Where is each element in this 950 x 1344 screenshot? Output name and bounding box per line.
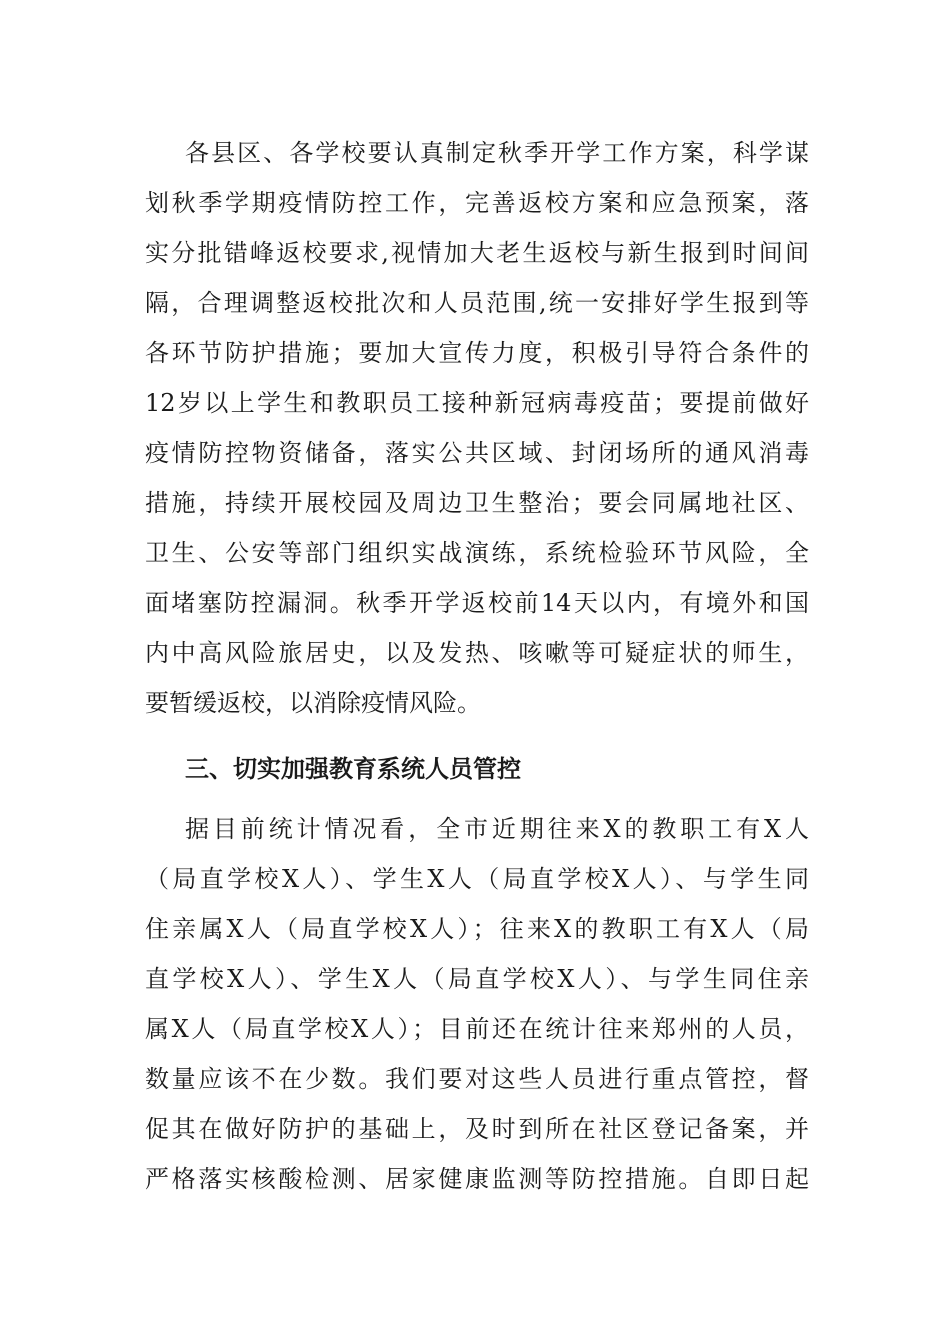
section-heading-3: 三、切实加强教育系统人员管控	[185, 755, 521, 783]
paragraph-personnel-control	[145, 804, 809, 1204]
text-line: 疫情防控物资储备，落实公共区域、封闭场所的通风消毒	[145, 439, 809, 467]
text-line: 面堵塞防控漏洞。秋季开学返校前14天以内，有境外和国	[145, 589, 809, 617]
document-body	[145, 128, 809, 1204]
text-line: 促其在做好防护的基础上，及时到所在社区登记备案，并	[145, 1115, 809, 1143]
paragraph-school-reopening	[145, 128, 809, 728]
text-line: 内中高风险旅居史，以及发热、咳嗽等可疑症状的师生，	[145, 639, 809, 667]
text-line: 12岁以上学生和教职员工接种新冠病毒疫苗；要提前做好	[145, 389, 809, 417]
text-line: 措施，持续开展校园及周边卫生整治；要会同属地社区、	[145, 489, 809, 517]
text-line: 要暂缓返校，以消除疫情风险。	[145, 689, 481, 717]
text-line: （局直学校X人）、学生X人（局直学校X人）、与学生同	[145, 865, 809, 893]
text-line: 据目前统计情况看，全市近期往来X的教职工有X人	[185, 815, 809, 843]
text-line: 住亲属X人（局直学校X人）；往来X的教职工有X人（局	[145, 915, 809, 943]
text-line: 隔，合理调整返校批次和人员范围,统一安排好学生报到等	[145, 289, 809, 317]
text-line: 各环节防护措施；要加大宣传力度，积极引导符合条件的	[145, 339, 809, 367]
text-line: 实分批错峰返校要求,视情加大老生返校与新生报到时间间	[145, 239, 809, 267]
paragraph-spacer	[145, 728, 809, 736]
text-line: 属X人（局直学校X人）；目前还在统计往来郑州的人员，	[145, 1015, 809, 1043]
text-line: 严格落实核酸检测、居家健康监测等防控措施。自即日起	[145, 1165, 809, 1193]
text-line: 划秋季学期疫情防控工作，完善返校方案和应急预案，落	[145, 189, 809, 217]
text-line: 数量应该不在少数。我们要对这些人员进行重点管控，督	[145, 1065, 809, 1093]
text-line: 各县区、各学校要认真制定秋季开学工作方案，科学谋	[185, 139, 809, 167]
text-line: 卫生、公安等部门组织实战演练，系统检验环节风险，全	[145, 539, 809, 567]
text-line: 直学校X人）、学生X人（局直学校X人）、与学生同住亲	[145, 965, 809, 993]
